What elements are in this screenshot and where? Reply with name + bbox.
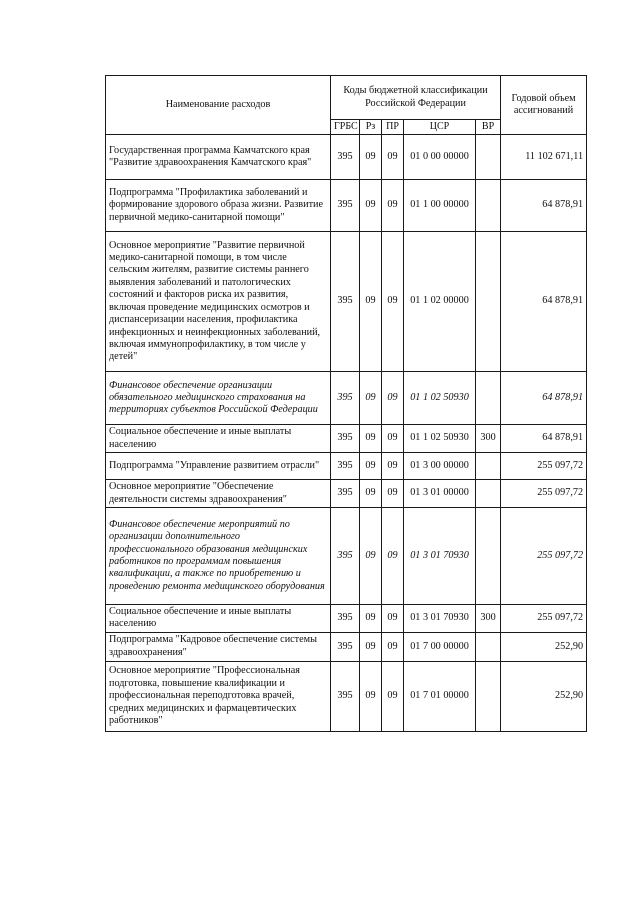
row-grbs: 395 (331, 453, 360, 480)
subheader-csr: ЦСР (404, 120, 476, 135)
row-csr: 01 3 01 70930 (404, 507, 476, 604)
row-csr: 01 3 01 70930 (404, 604, 476, 632)
row-pr: 09 (382, 453, 404, 480)
row-name: Государственная программа Камчатского края "Развитие здравоохранения Камчатского края" (106, 135, 331, 180)
row-name: Финансовое обеспечение организации обязательного медицинского страхования на территориях субъектов Российской Федерации (106, 372, 331, 425)
row-rz: 09 (360, 661, 382, 731)
row-rz: 09 (360, 425, 382, 453)
row-name: Социальное обеспечение и иные выплаты населению (106, 604, 331, 632)
row-name: Подпрограмма "Профилактика заболеваний и формирование здорового образа жизни. Развитие первичной медико-санитарной помощи" (106, 180, 331, 232)
row-rz: 09 (360, 604, 382, 632)
row-vr (476, 372, 501, 425)
row-csr: 01 1 02 50930 (404, 372, 476, 425)
row-amount: 255 097,72 (501, 604, 587, 632)
row-pr: 09 (382, 480, 404, 508)
row-amount: 11 102 671,11 (501, 135, 587, 180)
table-row (106, 507, 587, 604)
row-grbs: 395 (331, 180, 360, 232)
row-vr (476, 180, 501, 232)
row-vr: 300 (476, 425, 501, 453)
budget-table (105, 75, 587, 732)
row-name: Подпрограмма "Кадровое обеспечение системы здравоохранения" (106, 632, 331, 661)
header-name: Наименование расходов (106, 76, 331, 135)
row-grbs: 395 (331, 632, 360, 661)
row-vr (476, 507, 501, 604)
row-amount: 255 097,72 (501, 453, 587, 480)
row-grbs: 395 (331, 135, 360, 180)
table-row (106, 632, 587, 661)
row-csr: 01 7 01 00000 (404, 661, 476, 731)
row-csr: 01 1 00 00000 (404, 180, 476, 232)
row-grbs: 395 (331, 425, 360, 453)
row-rz: 09 (360, 232, 382, 372)
row-grbs: 395 (331, 372, 360, 425)
row-pr: 09 (382, 661, 404, 731)
row-grbs: 395 (331, 507, 360, 604)
row-rz: 09 (360, 507, 382, 604)
header-codes: Коды бюджетной классификации Российской Федерации (331, 76, 501, 120)
row-pr: 09 (382, 232, 404, 372)
row-vr (476, 453, 501, 480)
row-amount: 252,90 (501, 632, 587, 661)
row-amount: 64 878,91 (501, 180, 587, 232)
header-amount: Годовой объем ассигнований (501, 76, 587, 135)
row-pr: 09 (382, 180, 404, 232)
row-rz: 09 (360, 632, 382, 661)
row-vr: 300 (476, 604, 501, 632)
row-name: Подпрограмма "Управление развитием отрасли" (106, 453, 331, 480)
row-name: Основное мероприятие "Профессиональная подготовка, повышение квалификации и профессиональная переподготовка врачей, средних медицинских и фармацевтических работников" (106, 661, 331, 731)
row-grbs: 395 (331, 232, 360, 372)
row-amount: 64 878,91 (501, 232, 587, 372)
subheader-pr: ПР (382, 120, 404, 135)
row-pr: 09 (382, 372, 404, 425)
row-csr: 01 0 00 00000 (404, 135, 476, 180)
row-vr (476, 661, 501, 731)
table-row (106, 453, 587, 480)
table-row (106, 372, 587, 425)
row-pr: 09 (382, 135, 404, 180)
row-pr: 09 (382, 425, 404, 453)
row-csr: 01 1 02 50930 (404, 425, 476, 453)
row-rz: 09 (360, 453, 382, 480)
row-rz: 09 (360, 480, 382, 508)
row-csr: 01 7 00 00000 (404, 632, 476, 661)
row-grbs: 395 (331, 480, 360, 508)
row-vr (476, 632, 501, 661)
table-row (106, 480, 587, 508)
row-pr: 09 (382, 604, 404, 632)
row-csr: 01 3 01 00000 (404, 480, 476, 508)
table-row (106, 425, 587, 453)
table-row (106, 232, 587, 372)
row-rz: 09 (360, 180, 382, 232)
row-name: Основное мероприятие "Развитие первичной медико-санитарной помощи, в том числе сельским жителям, развитие системы раннего выявления заболеваний и патологических состояний и факторов риска их развития, включая проведение медицинских осмотров и диспансеризации населения, профилактика инфекционных и неинфекционных заболеваний, включая иммунопрофилактику, в том числе у детей" (106, 232, 331, 372)
row-amount: 255 097,72 (501, 480, 587, 508)
row-name: Финансовое обеспечение мероприятий по организации дополнительного профессионального образования медицинских работников по программам повышения квалификации, а также по приобретению и проведению ремонта медицинского оборудования (106, 507, 331, 604)
row-rz: 09 (360, 135, 382, 180)
table-row (106, 604, 587, 632)
table-row (106, 661, 587, 731)
row-name: Социальное обеспечение и иные выплаты населению (106, 425, 331, 453)
table-body (106, 135, 587, 732)
row-grbs: 395 (331, 604, 360, 632)
row-vr (476, 480, 501, 508)
row-pr: 09 (382, 632, 404, 661)
row-name: Основное мероприятие "Обеспечение деятельности системы здравоохранения" (106, 480, 331, 508)
row-amount: 64 878,91 (501, 372, 587, 425)
subheader-grbs: ГРБС (331, 120, 360, 135)
row-csr: 01 1 02 00000 (404, 232, 476, 372)
table-header-row (106, 76, 587, 120)
row-vr (476, 135, 501, 180)
table-row (106, 135, 587, 180)
row-grbs: 395 (331, 661, 360, 731)
row-vr (476, 232, 501, 372)
row-amount: 255 097,72 (501, 507, 587, 604)
row-csr: 01 3 00 00000 (404, 453, 476, 480)
row-amount: 252,90 (501, 661, 587, 731)
subheader-vr: ВР (476, 120, 501, 135)
row-amount: 64 878,91 (501, 425, 587, 453)
table-row (106, 180, 587, 232)
row-pr: 09 (382, 507, 404, 604)
subheader-rz: Рз (360, 120, 382, 135)
row-rz: 09 (360, 372, 382, 425)
